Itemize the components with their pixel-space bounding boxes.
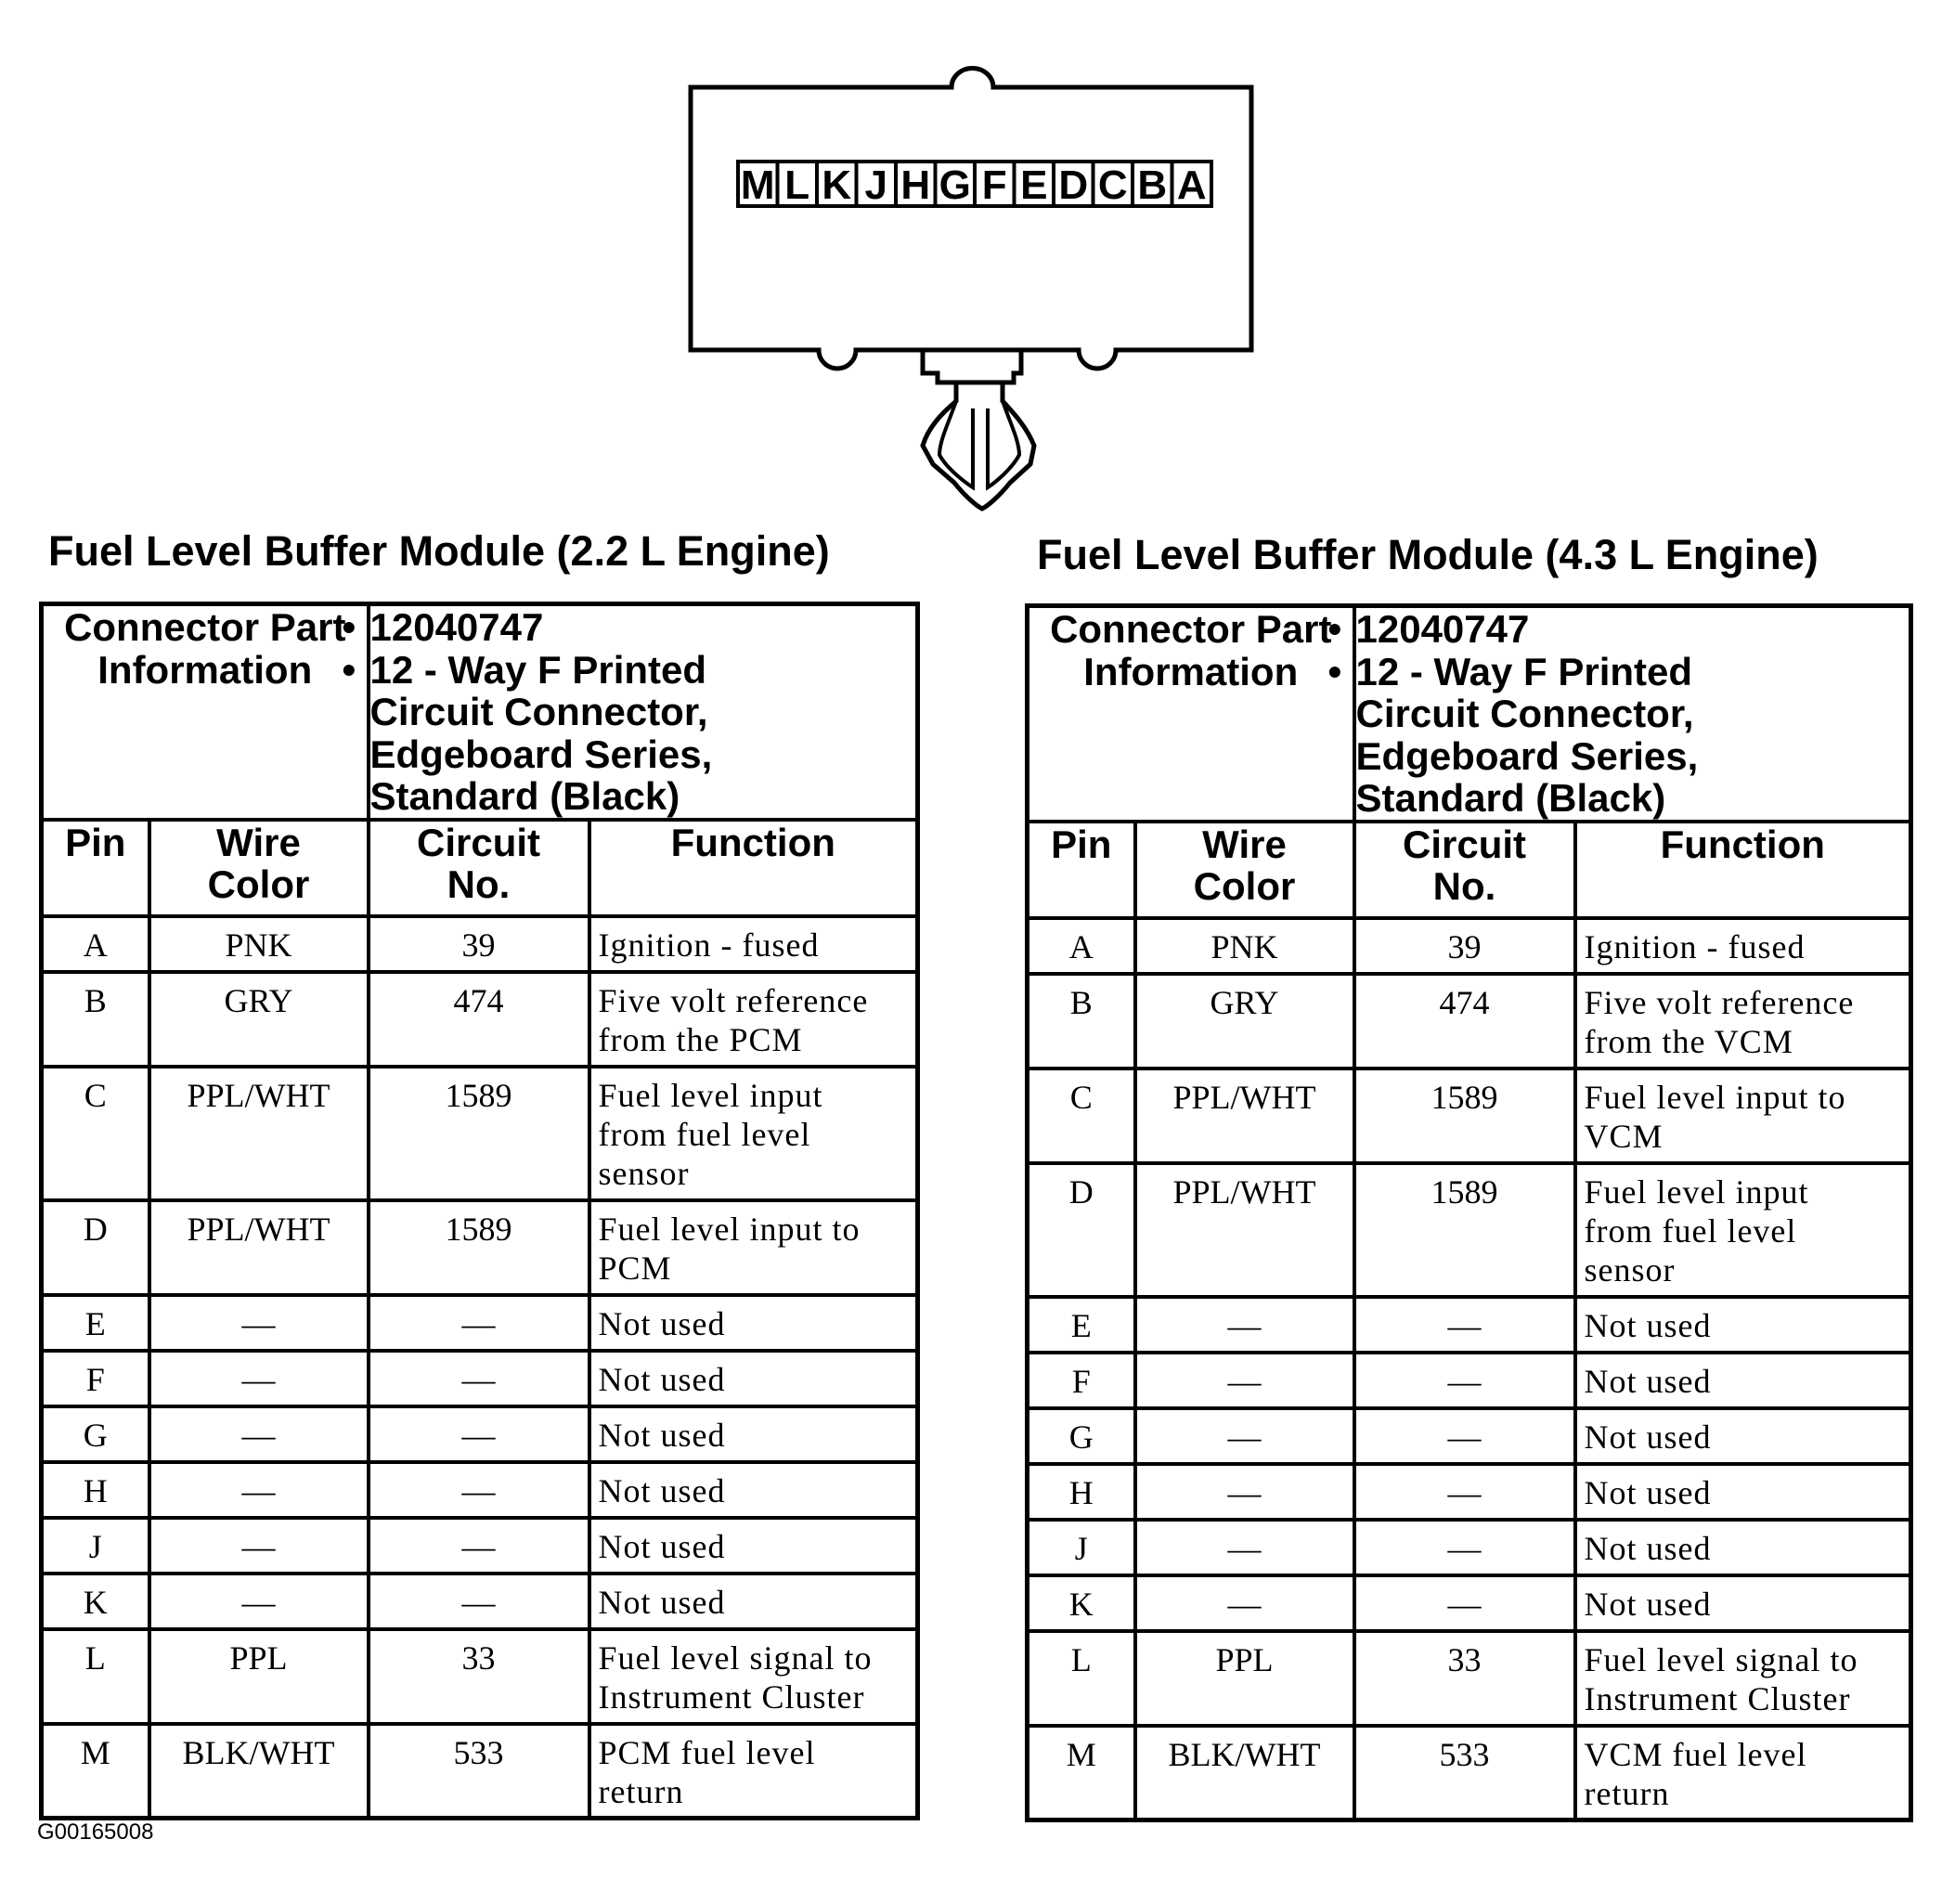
wire-color-cell: — — [1135, 1575, 1354, 1631]
connector-diagram — [0, 0, 1942, 520]
function-line: Not used — [598, 1471, 726, 1509]
pin-label-g: G — [939, 162, 971, 208]
pin-cell: E — [1028, 1297, 1135, 1353]
function-cell — [589, 972, 918, 1067]
circuit-no-cell: 533 — [369, 1724, 589, 1819]
function-line: Fuel level signal to — [1584, 1640, 1858, 1678]
circuit-no-cell: 39 — [369, 916, 589, 972]
wire-color-cell: PPL/WHT — [149, 1067, 369, 1200]
connector-part-label: Connector Part Information — [1028, 606, 1354, 822]
circuit-no-cell: 33 — [369, 1629, 589, 1724]
wire-color-cell: GRY — [1135, 974, 1354, 1069]
function-cell — [1575, 974, 1911, 1069]
table-row — [1028, 1297, 1911, 1353]
header-pin: Pin — [42, 820, 149, 916]
function-cell — [1575, 1575, 1911, 1631]
table-row — [1028, 1408, 1911, 1464]
wire-color-cell: PPL — [149, 1629, 369, 1724]
wire-color-cell: — — [1135, 1408, 1354, 1464]
wire-color-cell: — — [149, 1295, 369, 1351]
function-cell — [589, 1462, 918, 1518]
pin-cell: M — [1028, 1726, 1135, 1820]
table-row — [42, 1295, 918, 1351]
pin-label-j: J — [864, 162, 887, 208]
connector-description: • 12 - Way F Printed Circuit Connector, Edgeboard Series, Standard (Black) — [370, 649, 916, 818]
table-row — [42, 972, 918, 1067]
pin-cell: J — [1028, 1520, 1135, 1575]
function-line: Not used — [1584, 1306, 1712, 1344]
wire-color-cell: BLK/WHT — [1135, 1726, 1354, 1820]
table-row — [1028, 1726, 1911, 1820]
function-line: Fuel level input — [1584, 1172, 1809, 1211]
pin-cell: F — [42, 1351, 149, 1406]
pin-cell: A — [1028, 918, 1135, 974]
function-cell — [589, 916, 918, 972]
header-function: Function — [589, 820, 918, 916]
circuit-no-cell: 1589 — [369, 1200, 589, 1295]
pin-cell: F — [1028, 1353, 1135, 1408]
pin-cell: L — [1028, 1631, 1135, 1726]
table-row — [1028, 974, 1911, 1069]
function-cell — [589, 1351, 918, 1406]
circuit-no-cell: — — [369, 1462, 589, 1518]
pin-strip — [738, 162, 1211, 208]
figure-id: G00165008 — [37, 1820, 154, 1845]
pin-cell: B — [1028, 974, 1135, 1069]
part-number: • 12040747 — [370, 606, 916, 649]
function-line: Not used — [598, 1416, 726, 1454]
function-line: Five volt reference — [1584, 983, 1855, 1021]
function-line: Not used — [1584, 1362, 1712, 1400]
circuit-no-cell: — — [1354, 1464, 1575, 1520]
pinout-table-4-3l — [1025, 603, 1913, 1822]
circuit-no-cell: — — [1354, 1520, 1575, 1575]
mounting-clip — [923, 350, 1021, 382]
header-function: Function — [1575, 822, 1911, 918]
wire-color-cell: PPL/WHT — [1135, 1069, 1354, 1163]
table-row — [42, 1406, 918, 1462]
connector-description: • 12 - Way F Printed Circuit Connector, Edgeboard Series, Standard (Black) — [1356, 651, 1910, 820]
pinout-table-2-2l — [39, 602, 920, 1820]
circuit-no-cell: 474 — [1354, 974, 1575, 1069]
circuit-no-cell: 1589 — [1354, 1163, 1575, 1297]
circuit-no-cell: 474 — [369, 972, 589, 1067]
pin-cell: L — [42, 1629, 149, 1724]
function-cell — [1575, 1464, 1911, 1520]
pin-cell: J — [42, 1518, 149, 1574]
function-line: Not used — [1584, 1585, 1712, 1623]
circuit-no-cell: — — [369, 1574, 589, 1629]
function-line: PCM — [598, 1249, 672, 1287]
header-circuit-no: Circuit No. — [369, 820, 589, 916]
pin-cell: C — [42, 1067, 149, 1200]
header-pin: Pin — [1028, 822, 1135, 918]
wire-color-cell: — — [149, 1462, 369, 1518]
table-row — [42, 1518, 918, 1574]
wire-color-cell: — — [149, 1518, 369, 1574]
pin-cell: H — [1028, 1464, 1135, 1520]
connector-part-info — [1354, 606, 1911, 822]
circuit-no-cell: — — [369, 1406, 589, 1462]
function-line: Five volt reference — [598, 981, 869, 1019]
function-line: return — [1584, 1774, 1670, 1812]
table-row — [1028, 1631, 1911, 1726]
function-line: Not used — [598, 1360, 726, 1398]
pin-cell: D — [1028, 1163, 1135, 1297]
pin-cell: A — [42, 916, 149, 972]
pin-label-d: D — [1058, 162, 1089, 208]
pin-label-a: A — [1176, 162, 1207, 208]
wire-color-cell: PNK — [1135, 918, 1354, 974]
pin-cell: B — [42, 972, 149, 1067]
wire-color-cell: GRY — [149, 972, 369, 1067]
header-circuit-no: Circuit No. — [1354, 822, 1575, 918]
wire-color-cell: PPL — [1135, 1631, 1354, 1726]
function-line: Fuel level input — [598, 1076, 823, 1114]
wire-color-cell: — — [1135, 1464, 1354, 1520]
connector-part-info — [369, 604, 918, 820]
pin-label-c: C — [1097, 162, 1128, 208]
table-row — [1028, 918, 1911, 974]
table-row — [1028, 1163, 1911, 1297]
wire-color-cell: PPL/WHT — [149, 1200, 369, 1295]
pin-cell: G — [42, 1406, 149, 1462]
pin-cell: K — [42, 1574, 149, 1629]
function-cell — [1575, 1631, 1911, 1726]
table-row — [1028, 1520, 1911, 1575]
function-line: from the VCM — [1584, 1022, 1793, 1060]
function-line: Not used — [1584, 1529, 1712, 1567]
wire-color-cell: — — [149, 1406, 369, 1462]
table-row — [42, 1724, 918, 1819]
circuit-no-cell: — — [1354, 1297, 1575, 1353]
table-row — [42, 1351, 918, 1406]
circuit-no-cell: — — [1354, 1408, 1575, 1464]
wire-color-cell: — — [1135, 1520, 1354, 1575]
pin-cell: G — [1028, 1408, 1135, 1464]
wire-color-cell: — — [1135, 1353, 1354, 1408]
header-wire-color: Wire Color — [1135, 822, 1354, 918]
function-line: Fuel level signal to — [598, 1638, 873, 1677]
pin-cell: C — [1028, 1069, 1135, 1163]
table-row — [42, 1067, 918, 1200]
function-line: Not used — [598, 1583, 726, 1621]
function-line: from fuel level — [598, 1115, 811, 1153]
function-cell — [1575, 1520, 1911, 1575]
pin-label-b: B — [1137, 162, 1168, 208]
function-cell — [589, 1724, 918, 1819]
pin-label-h: H — [900, 162, 931, 208]
function-line: Fuel level input to — [1584, 1078, 1846, 1116]
function-cell — [589, 1200, 918, 1295]
function-line: Instrument Cluster — [598, 1677, 865, 1716]
function-line: Not used — [598, 1527, 726, 1565]
table-row — [42, 1462, 918, 1518]
function-cell — [589, 1518, 918, 1574]
connector-housing — [691, 69, 1251, 369]
function-cell — [589, 1406, 918, 1462]
circuit-no-cell: 533 — [1354, 1726, 1575, 1820]
function-cell — [589, 1295, 918, 1351]
pin-cell: E — [42, 1295, 149, 1351]
function-cell — [1575, 1163, 1911, 1297]
circuit-no-cell: 1589 — [369, 1067, 589, 1200]
function-line: from fuel level — [1584, 1211, 1797, 1250]
function-cell — [589, 1574, 918, 1629]
pin-cell: H — [42, 1462, 149, 1518]
function-cell — [1575, 1408, 1911, 1464]
header-wire-color: Wire Color — [149, 820, 369, 916]
function-cell — [1575, 1297, 1911, 1353]
function-line: from the PCM — [598, 1020, 803, 1058]
table-row — [42, 1574, 918, 1629]
part-number: • 12040747 — [1356, 608, 1910, 651]
circuit-no-cell: — — [1354, 1353, 1575, 1408]
function-line: sensor — [598, 1154, 690, 1192]
function-line: Not used — [598, 1304, 726, 1342]
circuit-no-cell: 1589 — [1354, 1069, 1575, 1163]
function-line: Ignition - fused — [1584, 927, 1806, 965]
function-line: sensor — [1584, 1250, 1676, 1289]
wire-color-cell: — — [149, 1574, 369, 1629]
table-row — [42, 1629, 918, 1724]
pin-cell: K — [1028, 1575, 1135, 1631]
wire-color-cell: PNK — [149, 916, 369, 972]
function-cell — [1575, 1069, 1911, 1163]
function-line: return — [598, 1772, 684, 1810]
table-row — [1028, 1069, 1911, 1163]
wire-color-cell: PPL/WHT — [1135, 1163, 1354, 1297]
function-line: Not used — [1584, 1418, 1712, 1456]
pin-label-k: K — [822, 162, 852, 208]
function-line: VCM fuel level — [1584, 1735, 1807, 1773]
table-row — [1028, 1464, 1911, 1520]
table-row — [1028, 1353, 1911, 1408]
module-title-4-3l: Fuel Level Buffer Module (4.3 L Engine) — [1037, 531, 1819, 578]
function-line: VCM — [1584, 1117, 1664, 1155]
circuit-no-cell: — — [369, 1295, 589, 1351]
circuit-no-cell: 33 — [1354, 1631, 1575, 1726]
pin-cell: M — [42, 1724, 149, 1819]
function-line: PCM fuel level — [598, 1733, 816, 1771]
pin-label-f: F — [981, 162, 1007, 208]
function-cell — [1575, 918, 1911, 974]
table-row — [1028, 1575, 1911, 1631]
connector-part-label: Connector Part Information — [42, 604, 369, 820]
function-line: Not used — [1584, 1473, 1712, 1511]
function-line: Instrument Cluster — [1584, 1679, 1851, 1717]
function-line: Ignition - fused — [598, 926, 820, 964]
function-cell — [1575, 1353, 1911, 1408]
wire-color-cell: BLK/WHT — [149, 1724, 369, 1819]
wire-color-cell: — — [149, 1351, 369, 1406]
table-row — [42, 916, 918, 972]
circuit-no-cell: — — [369, 1518, 589, 1574]
circuit-no-cell: — — [369, 1351, 589, 1406]
wire-color-cell: — — [1135, 1297, 1354, 1353]
circuit-no-cell: 39 — [1354, 918, 1575, 974]
function-cell — [589, 1629, 918, 1724]
pin-label-m: M — [740, 162, 775, 208]
function-cell — [589, 1067, 918, 1200]
table-row — [42, 1200, 918, 1295]
function-line: Fuel level input to — [598, 1210, 861, 1248]
function-cell — [1575, 1726, 1911, 1820]
pin-label-e: E — [1020, 162, 1048, 208]
pin-cell: D — [42, 1200, 149, 1295]
circuit-no-cell: — — [1354, 1575, 1575, 1631]
pin-label-l: L — [784, 162, 810, 208]
module-title-2-2l: Fuel Level Buffer Module (2.2 L Engine) — [48, 527, 830, 575]
